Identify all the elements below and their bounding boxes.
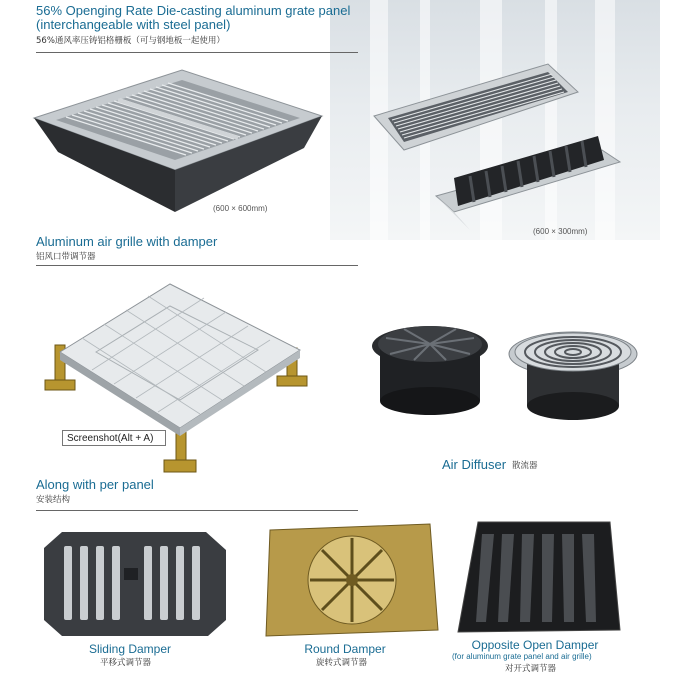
page-title-line2: (interchangeable with steel panel) [36, 17, 231, 32]
opposite-damper-title: Opposite Open Damper [471, 638, 599, 652]
page-title-line1: 56% Openging Rate Die-casting aluminum grate panel [36, 3, 351, 18]
air-diffuser-title-cn: 散流器 [512, 461, 538, 471]
round-damper-title-cn: 旋转式调节器 [316, 658, 368, 668]
grate-panel-dimension: (600 × 600mm) [213, 204, 268, 213]
round-damper-title: Round Damper [304, 642, 386, 656]
air-grille-title: Aluminum air grille with damper [36, 234, 218, 249]
page-subtitle-cn: 56%通风率压铸铝格栅板（可与钢地板一起使用） [36, 36, 225, 46]
opposite-damper-title-cn: 对开式调节器 [505, 664, 557, 674]
air-grille-title-cn: 铝风口带调节器 [36, 252, 96, 262]
sliding-damper-title: Sliding Damper [88, 642, 172, 656]
opposite-damper-subtitle: (for aluminum grate panel and air grille) [452, 652, 592, 661]
sliding-damper-title-cn: 平移式调节器 [100, 658, 152, 668]
air-diffuser-title: Air Diffuser [442, 457, 507, 472]
screenshot-tooltip: Screenshot(Alt + A) [62, 430, 166, 446]
floor-panel-title: Along with per panel [36, 477, 154, 492]
air-grille-dimension: (600 × 300mm) [533, 227, 588, 236]
floor-panel-title-cn: 安装结构 [36, 495, 71, 505]
